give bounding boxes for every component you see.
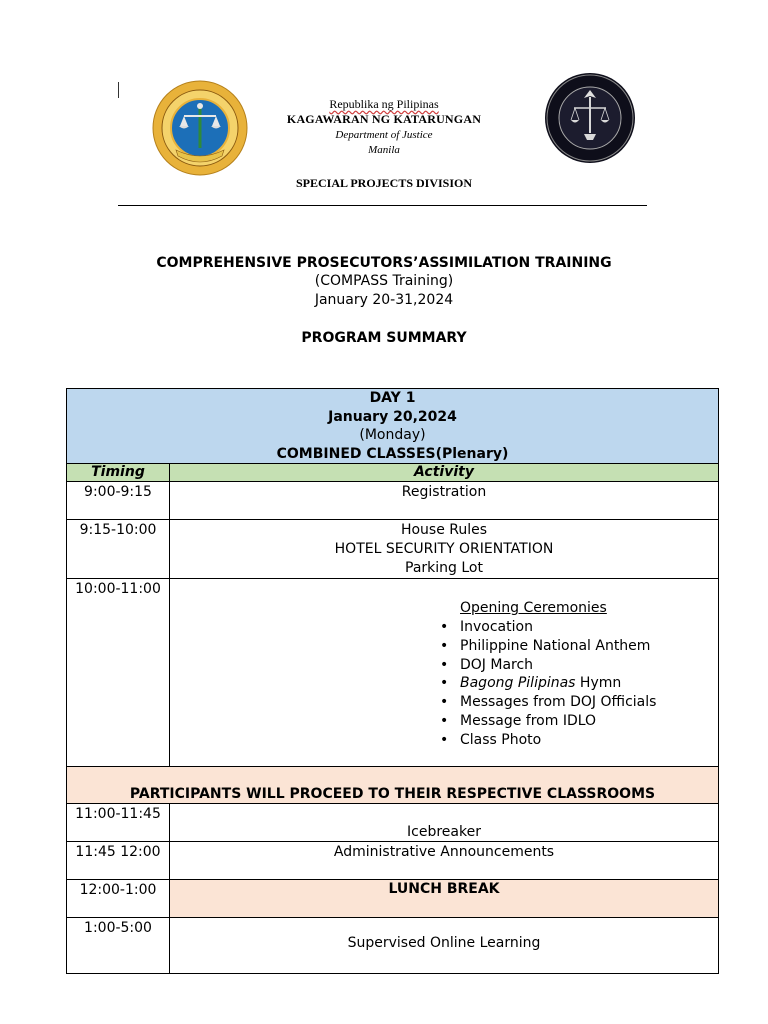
list-item [432, 674, 718, 693]
list-item: • DOJ March [432, 656, 718, 675]
ceremony-list [432, 618, 718, 750]
hymn-name: Bagong Pilipinas [460, 675, 576, 692]
row-time: 1:00-5:00 [67, 918, 170, 974]
classroom-banner [67, 767, 719, 804]
document-title: COMPREHENSIVE PROSECUTORS’ASSIMILATION TRAINING [156, 255, 612, 271]
letterhead-divider [118, 205, 647, 206]
list-item: • Message from IDLO [432, 712, 718, 731]
activity-line: Registration [401, 484, 487, 500]
document-subtitle: (COMPASS Training) [314, 273, 454, 289]
row-time: 11:00-11:45 [67, 804, 170, 842]
row-activity [170, 842, 719, 880]
list-item: • Class Photo [432, 731, 718, 750]
activity-line: Parking Lot [405, 560, 483, 576]
program-table [66, 388, 719, 974]
letterhead-division: SPECIAL PROJECTS DIVISION [295, 176, 473, 190]
session-label: COMBINED CLASSES(Plenary) [276, 445, 509, 462]
list-item: • Philippine National Anthem [432, 637, 718, 656]
letterhead-department-english: Department of Justice [335, 129, 433, 141]
letterhead-republic: Republika ng Pilipinas [329, 97, 439, 111]
opening-ceremonies-heading: Opening Ceremonies [460, 600, 607, 616]
row-activity [170, 482, 719, 520]
letterhead-city: Manila [368, 144, 400, 156]
day-header [67, 389, 719, 464]
row-time: 9:15-10:00 [67, 520, 170, 579]
activity-line: Supervised Online Learning [347, 935, 541, 951]
day-label: DAY 1 [369, 390, 416, 406]
row-activity [170, 520, 719, 579]
activity-line: Administrative Announcements [333, 844, 555, 860]
doj-seal-icon [152, 80, 248, 176]
activity-line: LUNCH BREAK [388, 881, 500, 897]
section-title: PROGRAM SUMMARY [301, 330, 467, 346]
list-item: • Messages from DOJ Officials [432, 693, 718, 712]
hymn-suffix: Hymn [575, 675, 622, 692]
activity-line: HOTEL SECURITY ORIENTATION [334, 541, 554, 557]
row-activity [170, 579, 719, 767]
text-cursor [118, 82, 119, 98]
day-weekday: (Monday) [359, 427, 426, 443]
day-date: January 20,2024 [328, 408, 457, 425]
activity-line: Icebreaker [407, 824, 481, 840]
row-time: 9:00-9:15 [67, 482, 170, 520]
row-activity [170, 918, 719, 974]
row-activity [170, 804, 719, 842]
lunch-break-cell [170, 880, 719, 918]
column-header-timing: Timing [67, 464, 170, 482]
row-time: 11:45 12:00 [67, 842, 170, 880]
column-header-activity: Activity [170, 464, 719, 482]
document-dates: January 20-31,2024 [314, 292, 454, 308]
nps-seal-icon [544, 70, 636, 166]
row-time: 12:00-1:00 [67, 880, 170, 918]
banner-text: PARTICIPANTS WILL PROCEED TO THEIR RESPECTIVE CLASSROOMS [129, 786, 656, 802]
activity-line: House Rules [400, 522, 488, 538]
list-item: • Invocation [432, 618, 718, 637]
letterhead-department-filipino: KAGAWARAN NG KATARUNGAN [286, 112, 482, 126]
row-time: 10:00-11:00 [67, 579, 170, 767]
